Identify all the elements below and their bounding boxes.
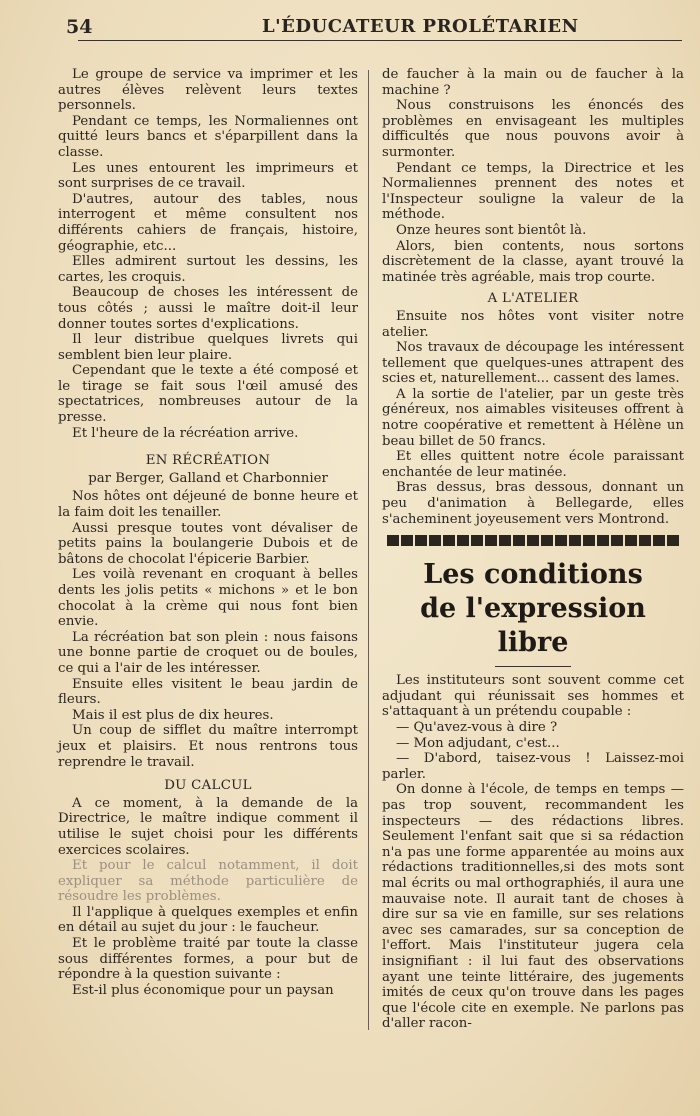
paragraph: Beaucoup de choses les intéressent de tous côtés ; aussi le maître doit-il leur donner toutes sortes d'explications. bbox=[58, 285, 358, 332]
paragraph: Les instituteurs sont souvent comme cet adjudant qui réunissait ses hommes et s'attaquant à un prétendu coupable : bbox=[382, 673, 684, 720]
paragraph: A ce moment, à la demande de la Directrice, le maître indique comment il utilise le sujet choisi pour les différents exercices scolaires. bbox=[58, 795, 358, 858]
separator-block bbox=[387, 535, 399, 546]
separator-block bbox=[583, 535, 595, 546]
left-column bbox=[58, 67, 358, 998]
article-title-line-1: Les conditions bbox=[423, 559, 643, 591]
ornamental-separator bbox=[382, 535, 684, 548]
paragraph: Onze heures sont bientôt là. bbox=[396, 222, 587, 238]
paragraph: Et l'heure de la récréation arrive. bbox=[72, 425, 299, 441]
paragraph: Et le problème traité par toute la classe sous différentes formes, a pour but de répondre à la question suivante : bbox=[58, 936, 358, 983]
paragraph: La récréation bat son plein : nous faisons une bonne partie de croquet ou de boules, ce qui a l'air de les intéresser. bbox=[58, 629, 358, 676]
paragraph: Aussi presque toutes vont dévaliser de petits pains la boulangerie Dubois et de bâtons de chocolat l'épicerie Barbier. bbox=[58, 520, 358, 567]
header-rule bbox=[78, 40, 682, 41]
separator-block bbox=[653, 535, 665, 546]
paragraph: — Qu'avez-vous à dire ? bbox=[396, 720, 558, 735]
paragraph: Le groupe de service va imprimer et les autres élèves relèvent leurs textes personnels. bbox=[58, 67, 358, 114]
paragraph: Nos travaux de découpage les intéressent tellement que quelques-unes attrapent des scies et, naturellement... cassent des lames. bbox=[382, 340, 684, 387]
separator-block bbox=[429, 535, 441, 546]
separator-block bbox=[457, 535, 469, 546]
running-title: L'ÉDUCATEUR PROLÉTARIEN bbox=[262, 16, 579, 37]
separator-block bbox=[667, 535, 679, 546]
paragraph: Elles admirent surtout les dessins, les cartes, les croquis. bbox=[58, 254, 358, 285]
separator-block bbox=[597, 535, 609, 546]
byline: par Berger, Galland et Charbonnier bbox=[88, 470, 328, 486]
separator-block bbox=[401, 535, 413, 546]
section-heading-calcul: DU CALCUL bbox=[164, 778, 252, 794]
article-title-line-2: de l'expression libre bbox=[420, 593, 646, 659]
paragraph: Pendant ce temps, la Directrice et les Normaliennes prennent des notes et l'Inspecteur souligne la valeur de la méthode. bbox=[382, 160, 684, 223]
paragraph: Pendant ce temps, les Normaliennes ont quitté leurs bancs et s'éparpillent dans la classe. bbox=[58, 113, 358, 160]
separator-block bbox=[443, 535, 455, 546]
paragraph: — D'abord, taisez-vous ! Laissez-moi parler. bbox=[382, 751, 684, 782]
paragraph: A la sortie de l'atelier, par un geste très généreux, nos aimables visiteuses offrent à notre coopérative et remettent à Hélène un beau billet de 50 francs. bbox=[382, 386, 684, 449]
paragraph: Les voilà revenant en croquant à belles dents les jolis petits « michons » et le bon chocolat à la crème qui nous font bien envie. bbox=[58, 567, 358, 630]
paragraph: D'autres, autour des tables, nous interrogent et même consultent nos différents cahiers de français, histoire, géographie, etc... bbox=[58, 191, 358, 254]
separator-block bbox=[471, 535, 483, 546]
separator-block bbox=[625, 535, 637, 546]
paragraph: Ensuite elles visitent le beau jardin de fleurs. bbox=[58, 676, 358, 708]
paragraph: Il l'applique à quelques exemples et enfin en détail au sujet du jour : le faucheur. bbox=[58, 904, 358, 936]
separator-block bbox=[541, 535, 553, 546]
separator-block bbox=[569, 535, 581, 546]
paragraph: de faucher à la main ou de faucher à la machine ? bbox=[382, 67, 684, 98]
separator-block bbox=[639, 535, 651, 546]
paragraph: Il leur distribue quelques livrets qui semblent bien leur plaire. bbox=[58, 332, 358, 363]
paragraph: Bras dessus, bras dessous, donnant un peu d'animation à Bellegarde, elles s'acheminent joyeusement vers Montrond. bbox=[382, 480, 684, 527]
right-column bbox=[382, 67, 684, 1032]
separator-block bbox=[513, 535, 525, 546]
paragraph: On donne à l'école, de temps en temps — pas trop souvent, recommandent les inspecteurs — des rédactions libres. Seulement l'enfant sait que si sa rédaction n'a pas une forme apparentée au moins aux rédactions traditionnelles,si des mots sont mal écrits ou mal orthographiés, il aura une mauvaise note. Il aurait tant de choses à dire sur sa vie en famille, sur ses relations avec ses camarades, sur sa conception de l'effort. Mais l'instituteur jugera cela insignifiant : il lui faut des observations ayant une teinte littéraire, des jugements imités de ceux qu'on trouve dans les pages que l'école cite en exemple. Ne parlons pas d'aller racon- bbox=[382, 782, 684, 1032]
column-divider bbox=[368, 70, 369, 1030]
article-title bbox=[382, 558, 684, 660]
paragraph: Est-il plus économique pour un paysan bbox=[72, 982, 334, 998]
separator-block bbox=[527, 535, 539, 546]
separator-block bbox=[555, 535, 567, 546]
paragraph: Nous construisons les énoncés des problèmes en envisageant les multiples difficultés que nous pouvons avoir à surmonter. bbox=[382, 98, 684, 160]
paragraph: Et elles quittent notre école paraissant enchantée de leur matinée. bbox=[382, 449, 684, 480]
paragraph: Un coup de sifflet du maître interrompt jeux et plaisirs. Et nous rentrons tous reprendre le travail. bbox=[58, 723, 358, 770]
section-heading-atelier: A L'ATELIER bbox=[487, 291, 579, 307]
paragraph: Cependant que le texte a été composé et le tirage se fait sous l'œil amusé des spectatrices, nombreuses autour de la presse. bbox=[58, 363, 358, 426]
separator-block bbox=[415, 535, 427, 546]
paragraph: — Mon adjudant, c'est... bbox=[396, 735, 560, 751]
paragraph: Ensuite nos hôtes vont visiter notre atelier. bbox=[382, 308, 684, 340]
separator-block bbox=[485, 535, 497, 546]
paragraph: Nos hôtes ont déjeuné de bonne heure et la faim doit les tenailler. bbox=[58, 489, 358, 521]
separator-block bbox=[499, 535, 511, 546]
paragraph: Mais il est plus de dix heures. bbox=[72, 707, 274, 723]
paragraph: Alors, bien contents, nous sortons discrètement de la classe, ayant trouvé la matinée très agréable, mais trop courte. bbox=[382, 238, 684, 285]
title-rule bbox=[495, 666, 571, 667]
paragraph: Les unes entourent les imprimeurs et sont surprises de ce travail. bbox=[58, 160, 358, 192]
section-heading-recreation: EN RÉCRÉATION bbox=[145, 453, 271, 469]
separator-block bbox=[611, 535, 623, 546]
page-number: 54 bbox=[66, 16, 93, 38]
paragraph: Et pour le calcul notamment, il doit expliquer sa méthode particulière de résoudre les problèmes. bbox=[58, 858, 358, 905]
